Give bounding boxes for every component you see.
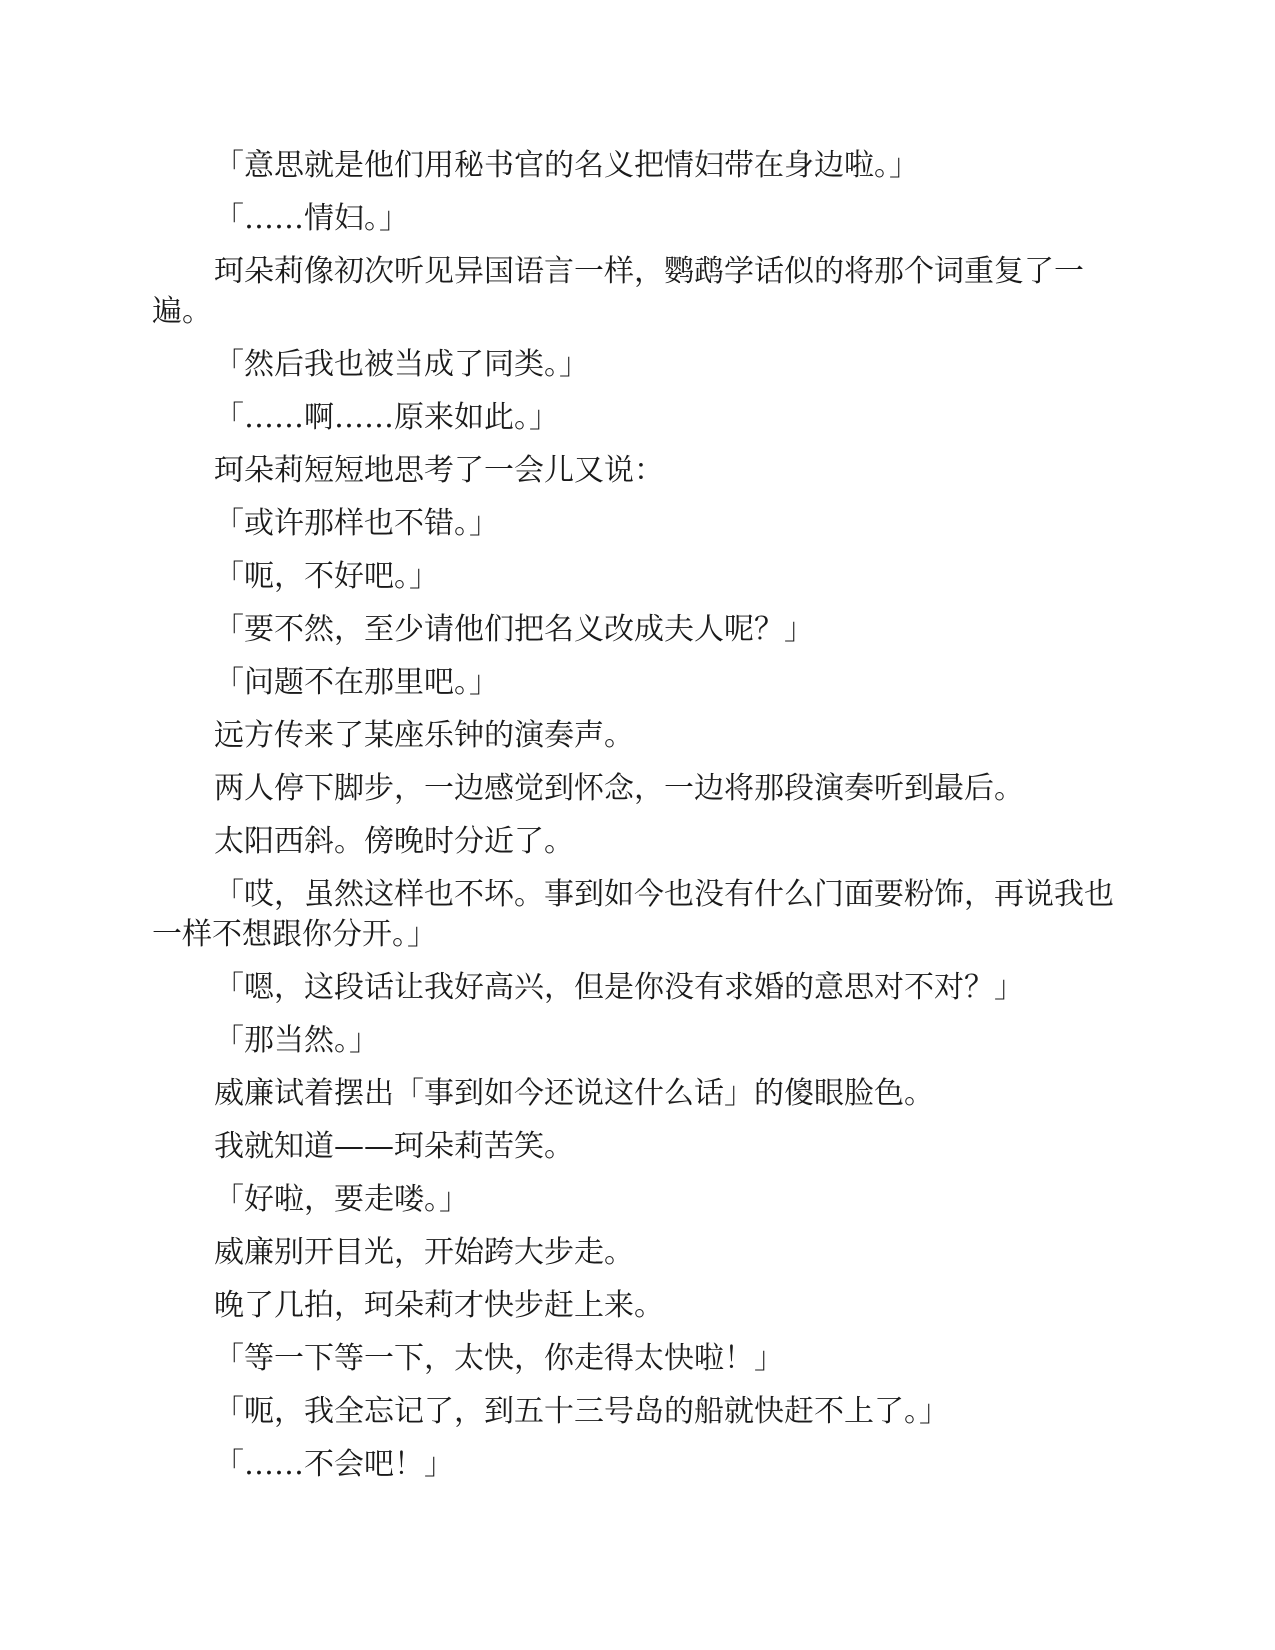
paragraph: 「等一下等一下，太快，你走得太快啦！」	[214, 1341, 784, 1376]
paragraph: 远方传来了某座乐钟的演奏声。	[214, 718, 634, 753]
paragraph: 我就知道——珂朵莉苦笑。	[214, 1129, 574, 1164]
paragraph: 「……啊……原来如此。」	[214, 400, 559, 435]
paragraph: 珂朵莉像初次听见异国语言一样，鹦鹉学话似的将那个词重复了一遍。	[152, 254, 1084, 329]
paragraph: 两人停下脚步，一边感觉到怀念，一边将那段演奏听到最后。	[214, 771, 1024, 806]
paragraph: 「意思就是他们用秘书官的名义把情妇带在身边啦。」	[214, 148, 919, 183]
paragraph: 太阳西斜。傍晚时分近了。	[214, 824, 574, 859]
paragraph: 「问题不在那里吧。」	[214, 665, 499, 700]
paragraph: 「……不会吧！」	[214, 1447, 454, 1482]
paragraph: 「……情妇。」	[214, 201, 409, 236]
paragraph: 「要不然，至少请他们把名义改成夫人呢？」	[214, 612, 814, 647]
paragraph: 「或许那样也不错。」	[214, 506, 499, 541]
paragraph: 「然后我也被当成了同类。」	[214, 347, 589, 382]
body-text	[152, 146, 1120, 1498]
paragraph: 「呃，不好吧。」	[214, 559, 439, 594]
paragraph: 威廉别开目光，开始跨大步走。	[214, 1235, 634, 1270]
paragraph: 「嗯，这段话让我好高兴，但是你没有求婚的意思对不对？」	[214, 970, 1024, 1005]
paragraph: 「那当然。」	[214, 1023, 379, 1058]
paragraph: 威廉试着摆出「事到如今还说这什么话」的傻眼脸色。	[214, 1076, 934, 1111]
paragraph: 晚了几拍，珂朵莉才快步赶上来。	[214, 1288, 664, 1323]
paragraph: 「哎，虽然这样也不坏。事到如今也没有什么门面要粉饰，再说我也一样不想跟你分开。」	[152, 877, 1114, 952]
paragraph: 「好啦，要走喽。」	[214, 1182, 469, 1217]
paragraph: 「呃，我全忘记了，到五十三号岛的船就快赶不上了。」	[214, 1394, 949, 1429]
paragraph: 珂朵莉短短地思考了一会儿又说：	[214, 453, 664, 488]
